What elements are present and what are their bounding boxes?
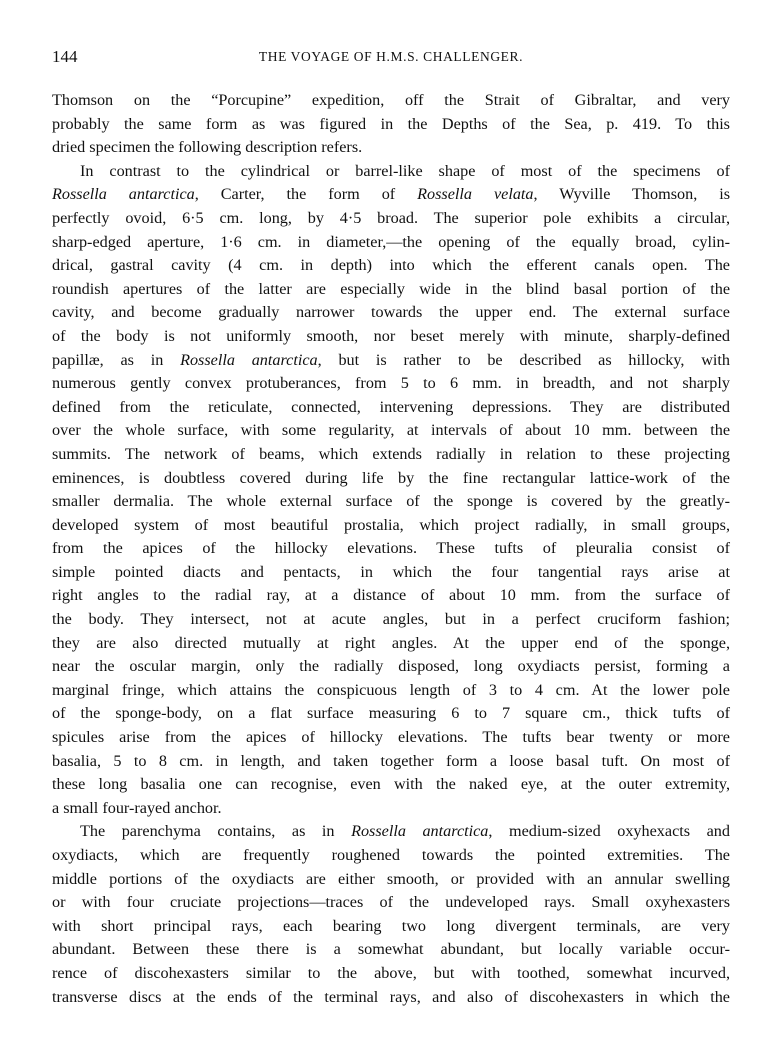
text-line: spicules arise from the apices of hillocky elevations. The tufts bear twenty or more — [52, 728, 730, 747]
text-line: over the whole surface, with some regularity, at intervals of about 10 mm. between the — [52, 421, 730, 440]
taxon-name: Rossella antarctica — [52, 185, 195, 204]
text-line: marginal fringe, which attains the conspicuous length of 3 to 4 cm. At the lower pole — [52, 680, 730, 699]
page-body — [52, 89, 730, 1009]
text-line: simple pointed diacts and pentacts, in which the four tangential rays arise at — [52, 562, 730, 581]
text-line: cavity, and become gradually narrower towards the upper end. The external surface — [52, 303, 730, 322]
paragraph — [52, 160, 730, 821]
text-line: Thomson on the “Porcupine” expedition, off the Strait of Gibraltar, and very — [52, 91, 730, 109]
text-line: abundant. Between these there is a somewhat abundant, but locally variable occur- — [52, 940, 730, 959]
text-line: near the oscular margin, only the radially disposed, long oxydiacts persist, forming a — [52, 657, 730, 676]
text-line: basalia, 5 to 8 cm. in length, and taken together form a loose basal tuft. On most of — [52, 751, 730, 770]
text-line: rence of discohexasters similar to the above, but with toothed, somewhat incurved, — [52, 963, 730, 982]
text-line: or with four cruciate projections—traces of the undeveloped rays. Small oxyhexasters — [52, 893, 730, 912]
text-line: these long basalia one can recognise, even with the naked eye, at the outer extremity, — [52, 775, 730, 794]
taxon-name: Rossella velata — [417, 185, 534, 204]
page-number: 144 — [52, 47, 78, 66]
text-line: of the sponge-body, on a flat surface measuring 6 to 7 square cm., thick tufts of — [52, 704, 730, 723]
text-line: eminences, is doubtless covered during life by the fine rectangular lattice-work of the — [52, 468, 730, 487]
text-line: Rossella antarctica, Carter, the form of Rossella velata, Wyville Thomson, is — [52, 185, 730, 204]
text-line: In contrast to the cylindrical or barrel-like shape of most of the specimens of — [80, 161, 730, 180]
text-line: with short principal rays, each bearing two long divergent terminals, are very — [52, 916, 730, 935]
text-line: numerous gently convex protuberances, from 5 to 6 mm. in breadth, and not sharply — [52, 374, 730, 393]
text-line: a small four-rayed anchor. — [52, 798, 222, 817]
paragraph — [52, 89, 730, 160]
text-line: sharp-edged aperture, 1·6 cm. in diameter,—the opening of the equally broad, cylin- — [52, 232, 730, 251]
text-line: defined from the reticulate, connected, intervening depressions. They are distributed — [52, 397, 730, 416]
text-line: drical, gastral cavity (4 cm. in depth) into which the efferent canals open. The — [52, 256, 730, 275]
paragraph — [52, 820, 730, 1009]
text-line: middle portions of the oxydiacts are either smooth, or provided with an annular swelling — [52, 869, 730, 888]
page-header — [52, 47, 730, 71]
text-line: probably the same form as was figured in the Depths of the Sea, p. 419. To this — [52, 114, 730, 133]
text-line: perfectly ovoid, 6·5 cm. long, by 4·5 broad. The superior pole exhibits a circular, — [52, 208, 730, 227]
text-line: summits. The network of beams, which extends radially in relation to these projecting — [52, 444, 730, 463]
text-line: papillæ, as in Rossella antarctica, but is rather to be described as hillocky, with — [52, 350, 730, 369]
text-line: smaller dermalia. The whole external surface of the sponge is covered by the greatly- — [52, 492, 730, 511]
running-title: THE VOYAGE OF H.M.S. CHALLENGER. — [258, 49, 524, 64]
text-line: from the apices of the hillocky elevations. These tufts of pleuralia consist of — [52, 539, 730, 558]
text-line: of the body is not uniformly smooth, nor beset merely with minute, sharply-defined — [52, 326, 730, 345]
text-line: oxydiacts, which are frequently roughened towards the pointed extremities. The — [52, 846, 730, 864]
text-line: dried specimen the following description refers. — [52, 138, 363, 157]
text-line: The parenchyma contains, as in Rossella antarctica, medium-sized oxyhexacts and — [80, 822, 730, 841]
taxon-name: Rossella antarctica — [180, 350, 318, 369]
text-line: the body. They intersect, not at acute angles, but in a perfect cruciform fashion; — [52, 610, 730, 629]
text-line: roundish apertures of the latter are especially wide in the blind basal portion of the — [52, 279, 730, 298]
text-line: they are also directed mutually at right angles. At the upper end of the sponge, — [52, 633, 730, 652]
text-line: transverse discs at the ends of the terminal rays, and also of discohexasters in which the — [52, 987, 730, 1006]
text-line: right angles to the radial ray, at a distance of about 10 mm. from the surface of — [52, 586, 730, 605]
taxon-name: Rossella antarctica — [351, 822, 489, 841]
text-line: developed system of most beautiful prostalia, which project radially, in small groups, — [52, 515, 730, 534]
